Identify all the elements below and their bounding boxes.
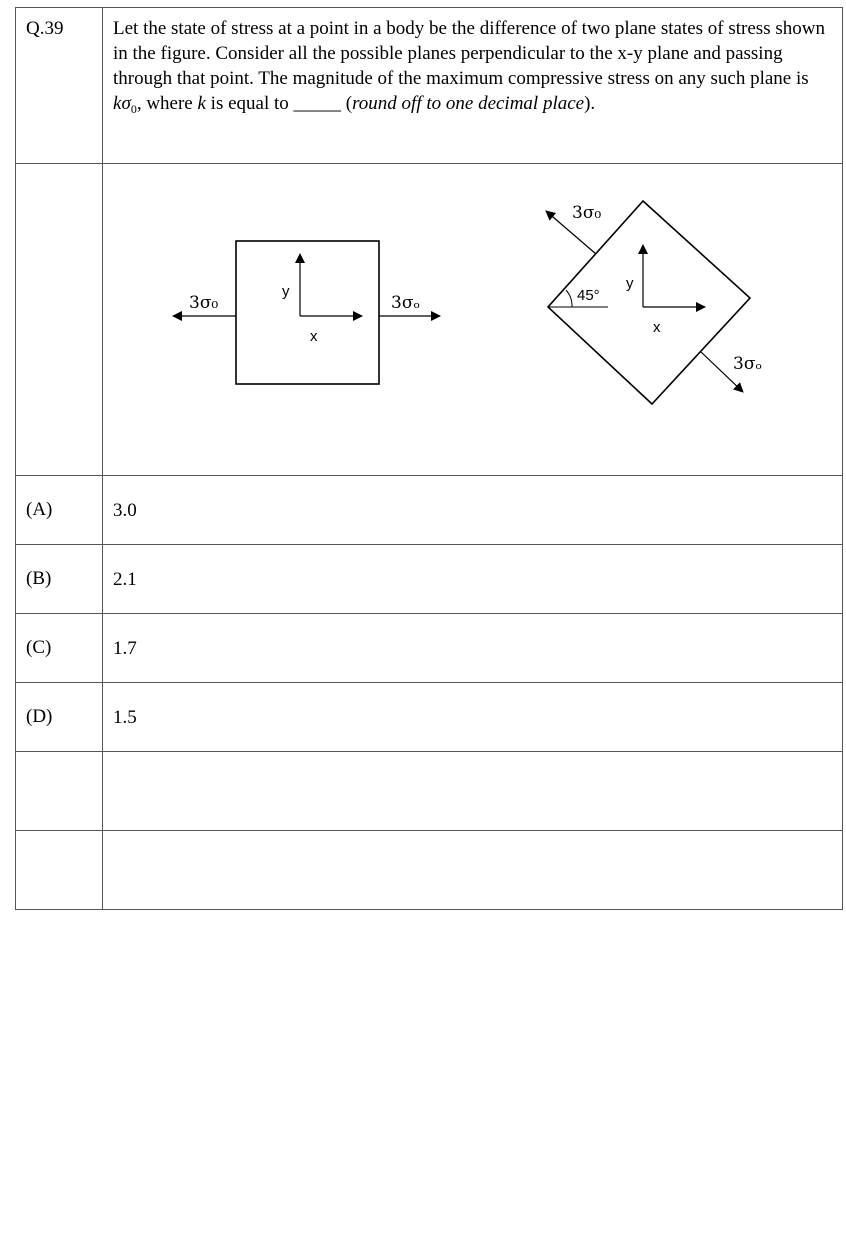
right-stress-label-bottom: 3σₒ <box>733 354 762 374</box>
question-row <box>16 8 843 164</box>
left-y-axis-label: y <box>282 283 290 300</box>
left-stress-label-east: 3σₒ <box>391 293 420 313</box>
k-variable: k <box>113 93 122 114</box>
right-stress-label-top: 3σ₀ <box>572 203 602 223</box>
option-label: (D) <box>16 683 103 752</box>
blank-row <box>16 831 843 910</box>
right-y-axis-label: y <box>626 275 634 292</box>
blank-cell <box>103 831 843 910</box>
option-row-c <box>16 614 843 683</box>
option-value: 2.1 <box>103 545 843 614</box>
angle-arc <box>566 290 572 307</box>
question-text-part: ( <box>341 93 353 114</box>
left-stress-element <box>173 241 440 384</box>
angle-label: 45° <box>577 287 600 304</box>
blank-cell <box>103 752 843 831</box>
blank-cell <box>16 831 103 910</box>
option-row-a <box>16 476 843 545</box>
option-value: 1.5 <box>103 683 843 752</box>
left-square <box>236 241 379 384</box>
question-number: Q.39 <box>16 8 103 164</box>
question-text-part: is equal to <box>205 93 294 114</box>
option-value: 3.0 <box>103 476 843 545</box>
figure-row <box>16 164 843 476</box>
k-variable: k <box>197 93 206 114</box>
question-text-part: , where <box>136 93 198 114</box>
question-text-part: Let the state of stress at a point in a body be the difference of two plane states of stress shown in the figure. Consider all the possible planes perpendicular to the x-y plane and passing through that point. The magnitude of the maximum compressive stress on any such plane is <box>113 18 825 89</box>
left-stress-label-west: 3σ₀ <box>189 293 219 313</box>
question-text-part: ). <box>584 93 596 114</box>
right-stress-element <box>546 201 762 404</box>
left-x-axis-label: x <box>310 328 318 345</box>
figure-row-label-cell <box>16 164 103 476</box>
option-label: (B) <box>16 545 103 614</box>
question-text <box>103 8 843 164</box>
figure-cell <box>103 164 843 476</box>
answer-blank: _____ <box>293 93 342 114</box>
blank-row <box>16 752 843 831</box>
question-table <box>15 7 843 910</box>
option-row-b <box>16 545 843 614</box>
rounding-instruction: round off to one decimal place <box>352 93 585 114</box>
right-x-axis-label: x <box>653 319 661 336</box>
option-row-d <box>16 683 843 752</box>
sigma-subscript: 0 <box>130 102 137 116</box>
option-label: (C) <box>16 614 103 683</box>
stress-figure <box>103 164 846 465</box>
sigma-symbol: σ <box>121 93 131 114</box>
option-label: (A) <box>16 476 103 545</box>
option-value: 1.7 <box>103 614 843 683</box>
blank-cell <box>16 752 103 831</box>
